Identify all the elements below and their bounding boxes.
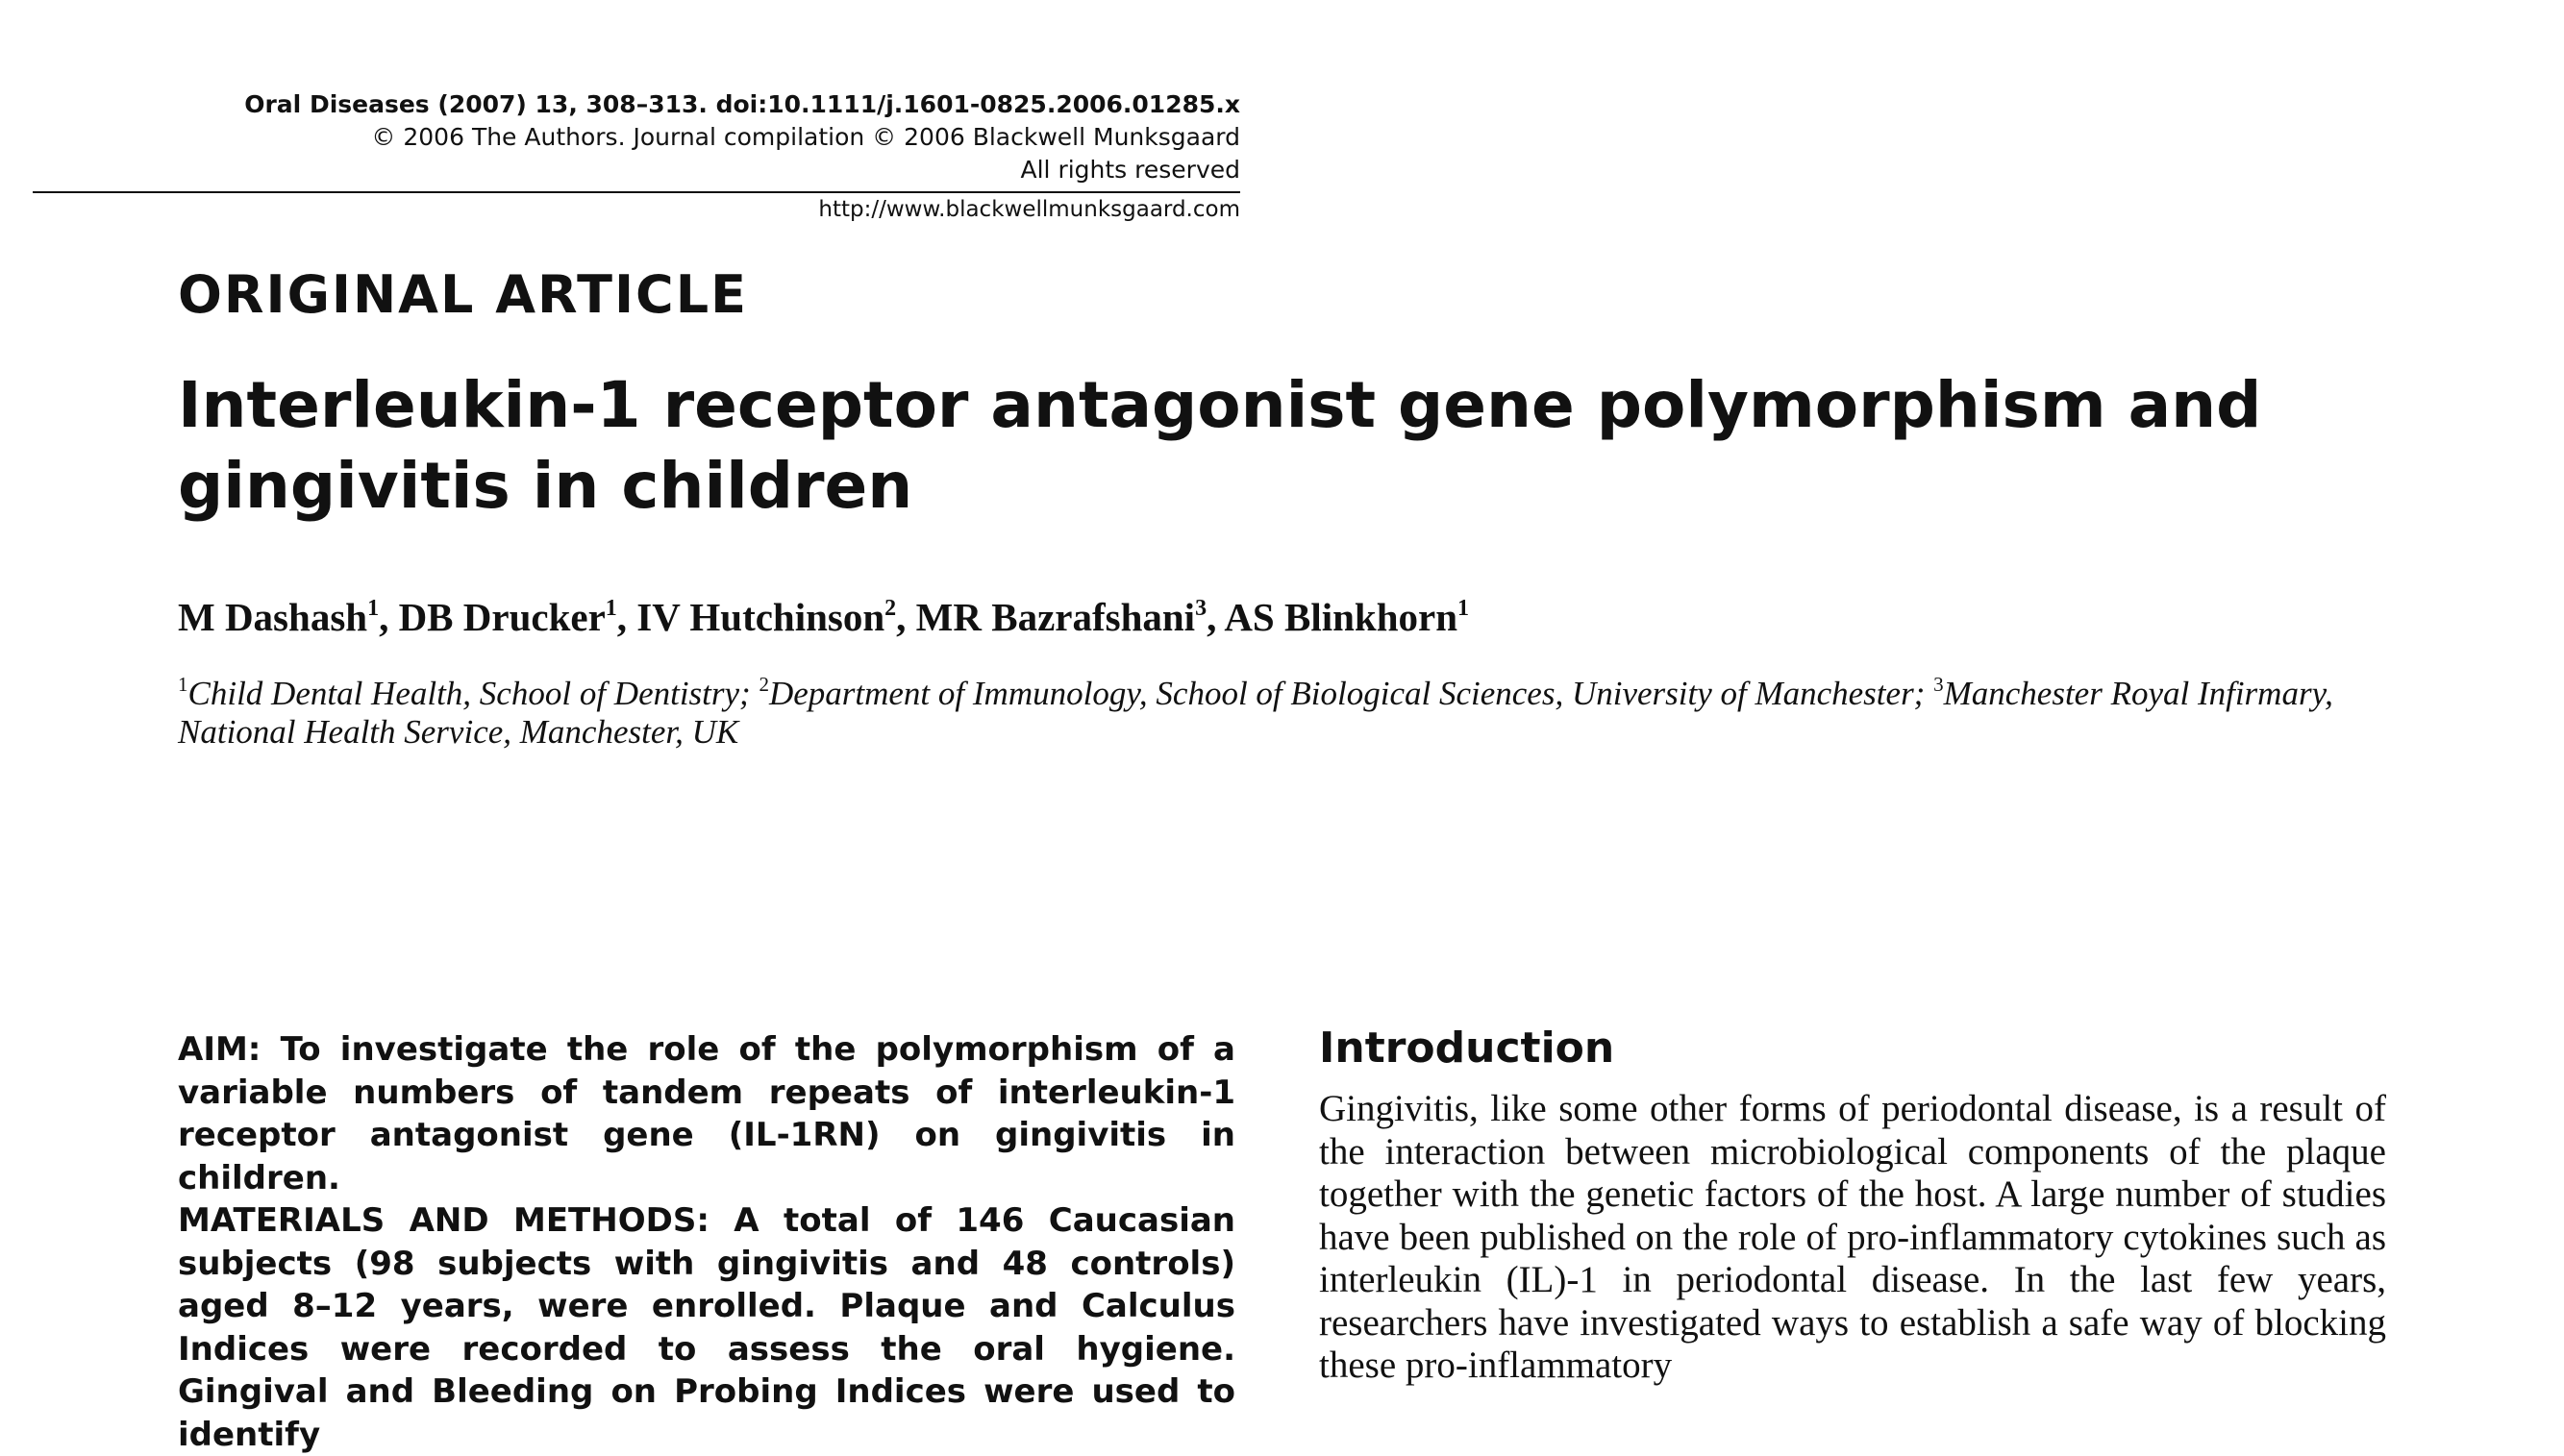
affil-number: 3 bbox=[1933, 673, 1944, 696]
affil-text: Child Dental Health, School of Dentistry; bbox=[187, 675, 759, 712]
abstract bbox=[178, 1028, 1235, 1456]
author-name[interactable]: DB Drucker bbox=[398, 595, 606, 639]
author-name[interactable]: M Dashash bbox=[178, 595, 368, 639]
author-name[interactable]: MR Bazrafshani bbox=[915, 595, 1196, 639]
author-affil-mark: 1 bbox=[1457, 596, 1470, 621]
journal-citation: Oral Diseases (2007) 13, 308–313. doi:10.1111/j.1601-0825.2006.01285.x bbox=[244, 90, 1240, 118]
publisher-url[interactable]: http://www.blackwellmunksgaard.com bbox=[818, 197, 1240, 222]
affil-number: 1 bbox=[178, 673, 188, 696]
introduction-body: Gingivitis, like some other forms of periodontal disease, is a result of the interaction between microbiological components of the plaque together with the genetic factors of the host. A large number of studies have been published on the role of pro-inflammatory cytokines such as interleukin (IL)-1 in periodontal disease. In the last few years, researchers have investigated ways to establish a safe way of blocking these pro-inflammatory bbox=[1319, 1088, 2386, 1386]
copyright-line: © 2006 The Authors. Journal compilation © 2006 Blackwell Munksgaard bbox=[371, 123, 1240, 151]
abstract-aim: AIM: To investigate the role of the polymorphism of a variable numbers of tandem repeats of interleukin-1 receptor antagonist gene (IL-1RN) on gingivitis in children. bbox=[178, 1030, 1235, 1197]
affil-text: Manchester Royal Infirmary, National Health Service, Manchester, UK bbox=[178, 675, 2333, 751]
author-affil-mark: 1 bbox=[367, 596, 380, 621]
article-title: Interleukin-1 receptor antagonist gene polymorphism and gingivitis in children bbox=[178, 368, 2262, 523]
author-affil-mark: 3 bbox=[1195, 596, 1207, 621]
affiliations bbox=[178, 675, 2427, 752]
author-name[interactable]: AS Blinkhorn bbox=[1224, 595, 1458, 639]
abstract-methods: MATERIALS AND METHODS: A total of 146 Caucasian subjects (98 subjects with gingivitis and 48 controls) aged 8–12 years, were enrolled. Plaque and Calculus Indices were recorded to assess the oral hygiene. Gingival and Bleeding on Probing Indices were used to identify bbox=[178, 1201, 1235, 1454]
article-type: ORIGINAL ARTICLE bbox=[178, 264, 748, 325]
introduction-heading: Introduction bbox=[1319, 1024, 1615, 1073]
header-divider bbox=[33, 191, 1240, 193]
author-list: M Dashash$^1$, DB Drucker$^1$, IV Hutchinson$^2$, MR Bazrafshani$^3$, AS Blinkhorn$^1$ bbox=[178, 595, 1470, 639]
affil-text: Department of Immunology, School of Biological Sciences, University of Manchester; bbox=[768, 675, 1934, 712]
rights-line: All rights reserved bbox=[1020, 156, 1240, 184]
journal-masthead bbox=[244, 88, 1240, 186]
author-affil-mark: 1 bbox=[605, 596, 617, 621]
affil-number: 2 bbox=[759, 673, 769, 696]
author-affil-mark: 2 bbox=[884, 596, 897, 621]
author-name[interactable]: IV Hutchinson bbox=[636, 595, 885, 639]
